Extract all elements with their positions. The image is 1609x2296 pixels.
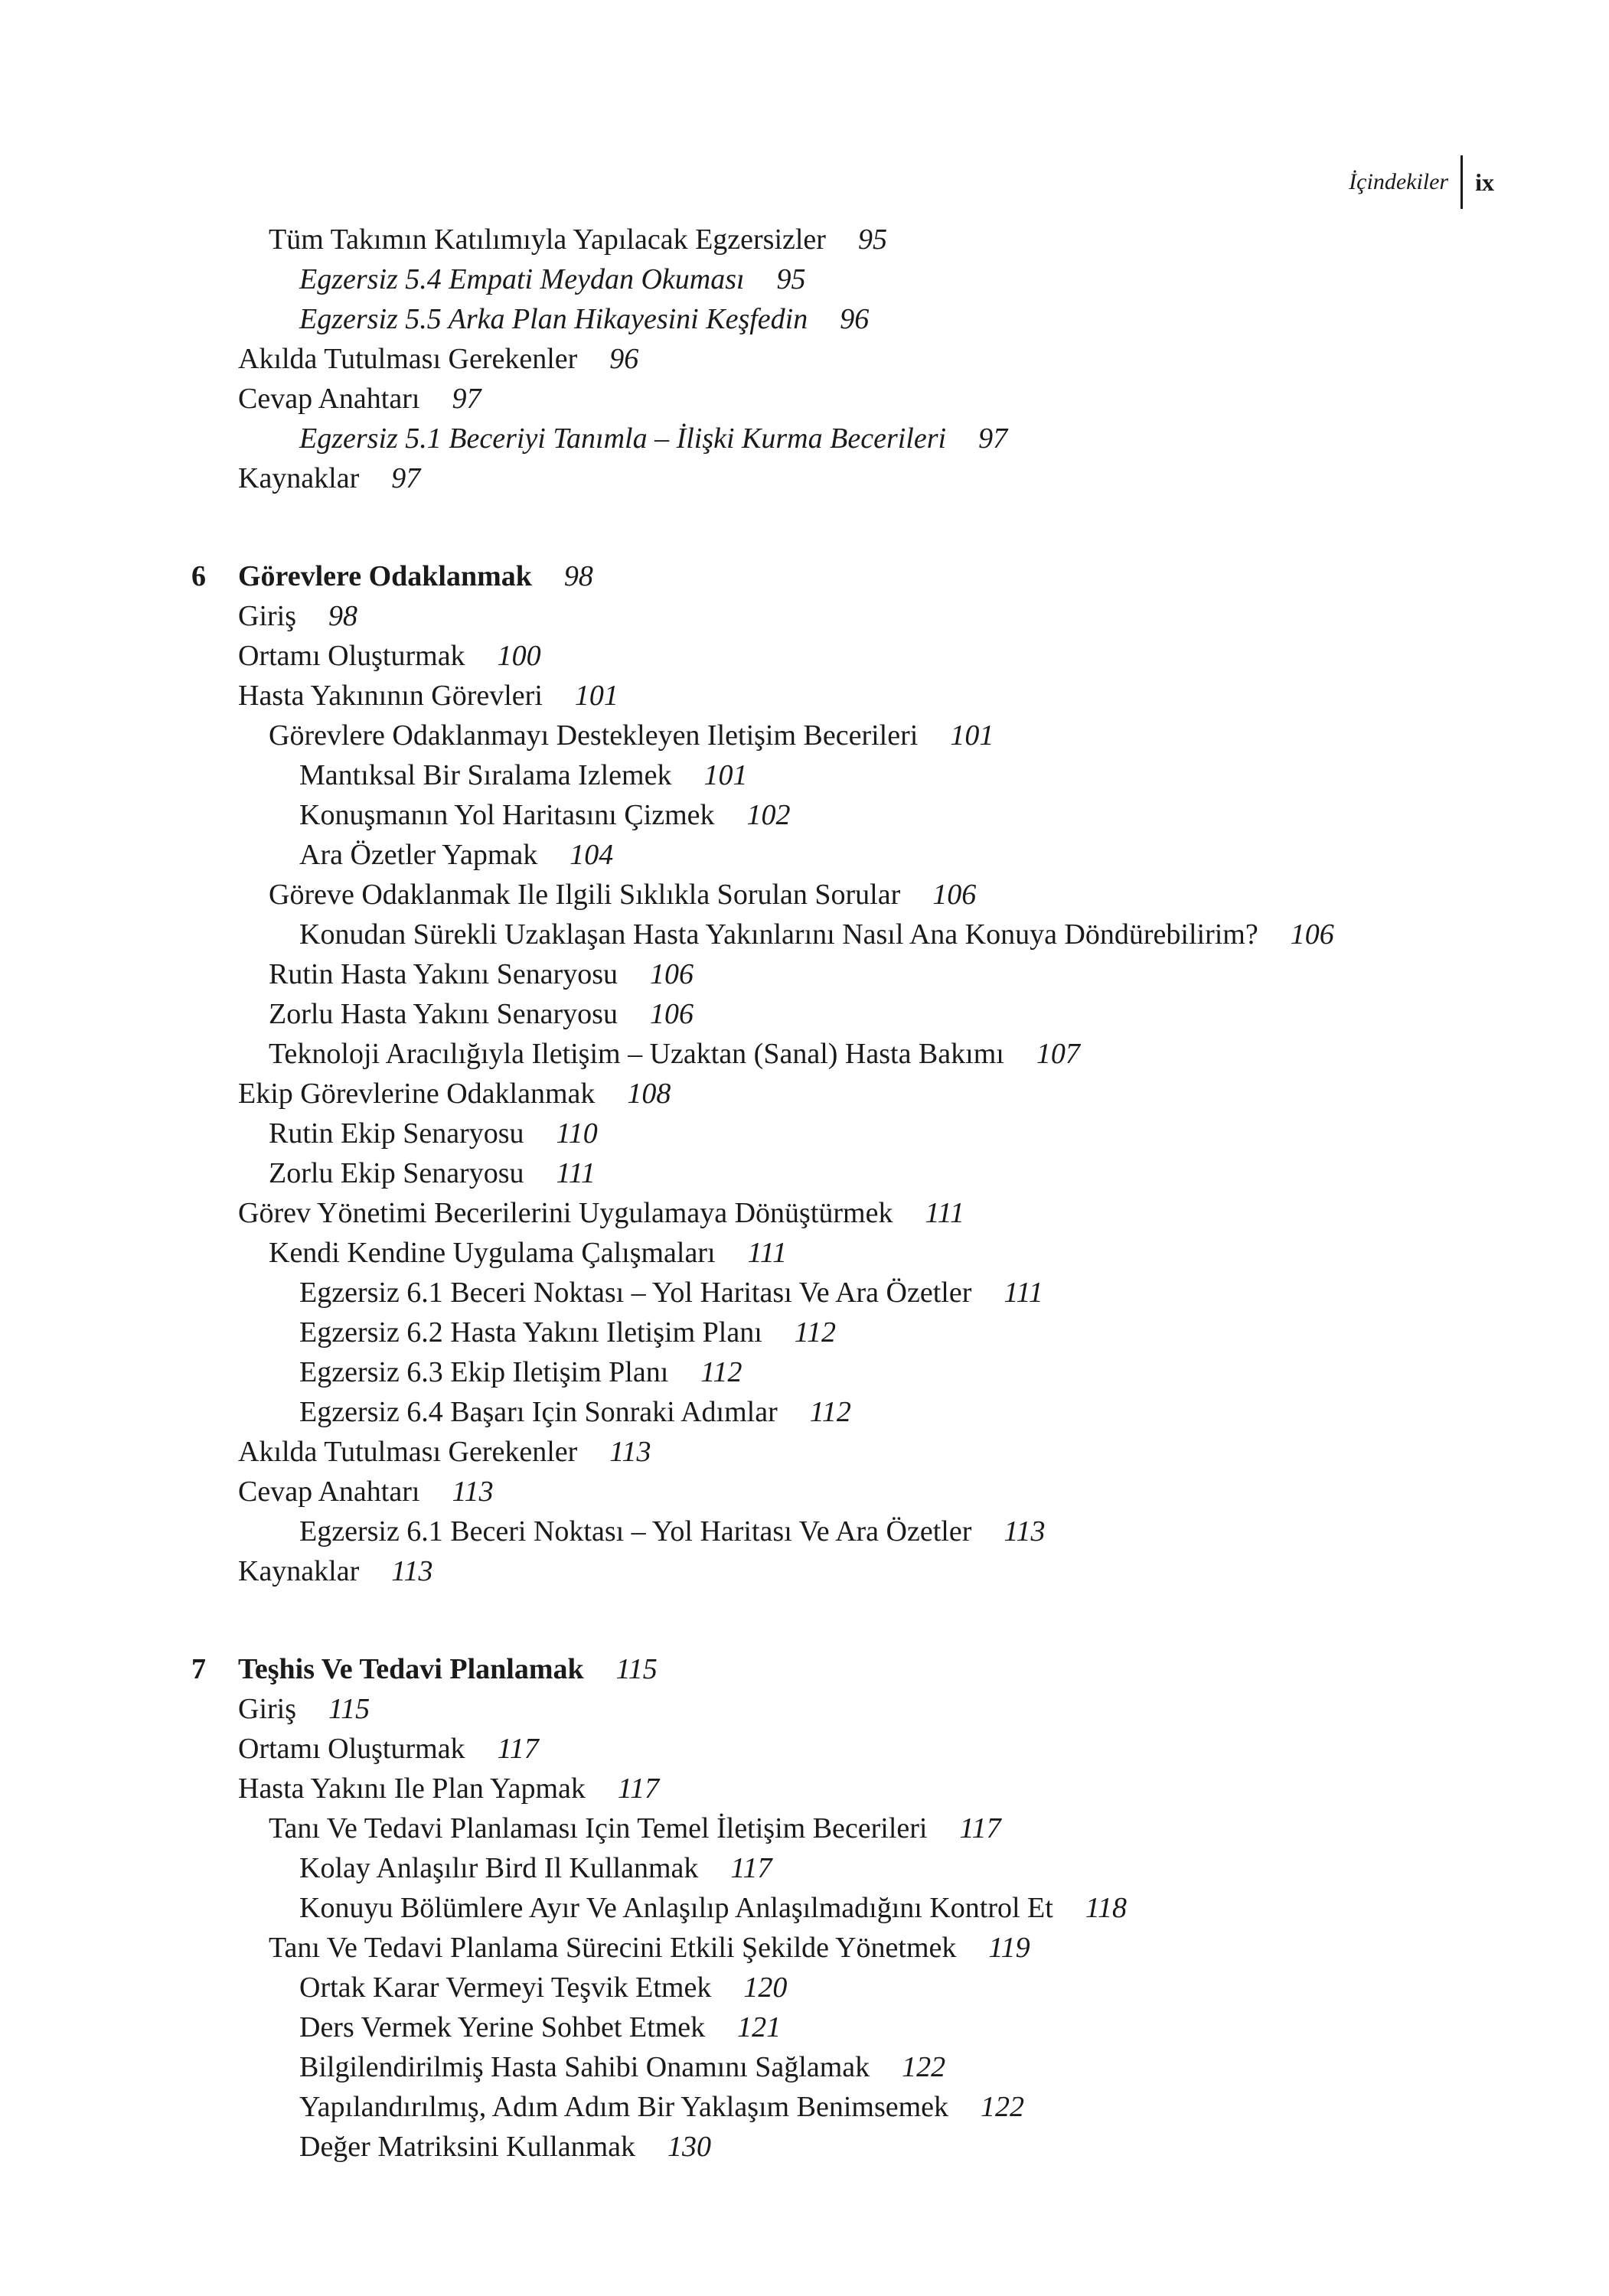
toc-entry-title: Kaynaklar — [238, 462, 360, 494]
toc-entry-title: Göreve Odaklanmak Ile Ilgili Sıklıkla Sorulan Sorular — [269, 879, 901, 911]
toc-entry-page: 97 — [978, 422, 1008, 455]
toc-entry-page: 101 — [574, 680, 618, 712]
toc-entry-title: Ekip Görevlerine Odaklanmak — [238, 1078, 596, 1110]
toc-entry-page: 113 — [452, 1476, 494, 1508]
toc-entry-page: 95 — [857, 223, 887, 256]
toc-entry-title: Kaynaklar — [238, 1555, 360, 1587]
running-head-section: İçindekiler — [1349, 169, 1449, 194]
toc-entry-title: Hasta Yakını Ile Plan Yapmak — [238, 1773, 586, 1805]
toc-entry-title: Hasta Yakınının Görevleri — [238, 680, 543, 712]
toc-entry-page: 122 — [981, 2091, 1025, 2123]
toc-entry-title: Zorlu Hasta Yakını Senaryosu — [269, 998, 618, 1030]
toc-entry-title: Kolay Anlaşılır Bird Il Kullanmak — [299, 1852, 699, 1884]
toc-entry-page: 112 — [700, 1356, 742, 1388]
toc-entry-title: Konuyu Bölümlere Ayır Ve Anlaşılıp Anlaşılmadığını Kontrol Et — [299, 1892, 1053, 1924]
toc-entry-title: Teşhis Ve Tedavi Planlamak — [238, 1653, 584, 1685]
toc-entry-page: 111 — [925, 1197, 964, 1229]
toc-entry-page: 115 — [328, 1693, 370, 1725]
toc-entry-title: Cevap Anahtarı — [238, 383, 420, 415]
toc-entry-title: Yapılandırılmış, Adım Adım Bir Yaklaşım Benimsemek — [299, 2091, 949, 2123]
toc-entry-page: 106 — [1290, 918, 1334, 951]
toc-entry-title: Cevap Anahtarı — [238, 1476, 420, 1508]
toc-entry-page: 117 — [497, 1733, 539, 1765]
toc-entry-page: 111 — [1004, 1277, 1043, 1309]
toc-entry-page: 97 — [452, 383, 481, 415]
toc-entry-title: Tüm Takımın Katılımıyla Yapılacak Egzersizler — [269, 223, 826, 256]
toc-entry-title: Görevlere Odaklanmak — [238, 560, 532, 592]
toc-entry-page: 95 — [776, 263, 806, 295]
toc-entry-page: 107 — [1036, 1038, 1080, 1070]
toc-entry-title: Ara Özetler Yapmak — [299, 839, 538, 871]
toc-entry-page: 96 — [609, 343, 639, 375]
toc-entry-page: 98 — [563, 560, 593, 592]
running-head — [1349, 155, 1494, 209]
toc-entry-title: Değer Matriksini Kullanmak — [299, 2131, 636, 2163]
toc-entry-title: Akılda Tutulması Gerekenler — [238, 1436, 578, 1468]
toc-entry-title: Teknoloji Aracılığıyla Iletişim – Uzaktan (Sanal) Hasta Bakımı — [269, 1038, 1004, 1070]
toc-entry-title: Konuşmanın Yol Haritasını Çizmek — [299, 799, 715, 831]
toc-entry-page: 111 — [747, 1237, 787, 1269]
toc-entry-title: Rutin Ekip Senaryosu — [269, 1117, 524, 1150]
toc-entry-title: Tanı Ve Tedavi Planlama Sürecini Etkili Şekilde Yönetmek — [269, 1932, 957, 1964]
toc-entry-page: 97 — [391, 462, 421, 494]
toc-entry-page: 101 — [703, 759, 748, 791]
toc-entry-page: 117 — [959, 1812, 1001, 1844]
toc-entry-title: Egzersiz 6.1 Beceri Noktası – Yol Haritası Ve Ara Özetler — [299, 1515, 972, 1548]
toc-entry-page: 111 — [556, 1157, 596, 1189]
toc-entry-page: 117 — [617, 1773, 660, 1805]
toc-entry-title: Konudan Sürekli Uzaklaşan Hasta Yakınlarını Nasıl Ana Konuya Döndürebilirim? — [299, 918, 1258, 951]
toc-entry-page: 108 — [627, 1078, 671, 1110]
toc-entry-page: 96 — [840, 303, 870, 335]
toc-entry-title: Egzersiz 6.1 Beceri Noktası – Yol Haritası Ve Ara Özetler — [299, 1277, 972, 1309]
toc-entry-page: 113 — [609, 1436, 651, 1468]
toc-entry-page: 104 — [570, 839, 614, 871]
page-number: ix — [1475, 168, 1494, 196]
toc-entry-title: Ortamı Oluşturmak — [238, 1733, 465, 1765]
toc-entry-page: 130 — [667, 2131, 712, 2163]
toc-entry-title: Ortamı Oluşturmak — [238, 640, 465, 672]
toc-entry-title: Tanı Ve Tedavi Planlaması Için Temel İletişim Becerileri — [269, 1812, 928, 1844]
toc-entry-title: Bilgilendirilmiş Hasta Sahibi Onamını Sağlamak — [299, 2051, 870, 2083]
toc-entry-page: 106 — [649, 998, 694, 1030]
toc-entry-page: 101 — [950, 719, 994, 752]
toc-entry-page: 110 — [556, 1117, 598, 1150]
toc-entry-title: Egzersiz 5.1 Beceriyi Tanımla – İlişki Kurma Becerileri — [299, 422, 947, 455]
toc-entry-title: Rutin Hasta Yakını Senaryosu — [269, 958, 618, 990]
toc-entry-page: 100 — [497, 640, 541, 672]
toc-entry-page: 112 — [809, 1396, 851, 1428]
toc-entry-page: 122 — [902, 2051, 946, 2083]
toc-entry-page: 117 — [730, 1852, 772, 1884]
toc-entry-title: Egzersiz 5.5 Arka Plan Hikayesini Keşfedin — [299, 303, 808, 335]
toc-entry-page: 121 — [737, 2011, 782, 2043]
toc-entry-title: Görevlere Odaklanmayı Destekleyen Iletişim Becerileri — [269, 719, 919, 752]
toc-entry-title: Giriş — [238, 1693, 296, 1725]
toc-entry-page: 120 — [743, 1971, 788, 2004]
toc-entry-page: 113 — [1004, 1515, 1046, 1548]
toc-entry-page: 115 — [615, 1653, 658, 1685]
toc-entry-title: Egzersiz 6.4 Başarı Için Sonraki Adımlar — [299, 1396, 778, 1428]
toc-entry-title: Egzersiz 6.2 Hasta Yakını Iletişim Planı — [299, 1316, 762, 1349]
toc-entry-title: Giriş — [238, 600, 296, 632]
toc-entry-title: Kendi Kendine Uygulama Çalışmaları — [269, 1237, 716, 1269]
toc-entry-title: Görev Yönetimi Becerilerini Uygulamaya Dönüştürmek — [238, 1197, 893, 1229]
toc-entry-page: 106 — [650, 958, 694, 990]
toc-entry-title: Mantıksal Bir Sıralama Izlemek — [299, 759, 672, 791]
toc-entry-page: 119 — [988, 1932, 1030, 1964]
toc-entry-title: Ortak Karar Vermeyi Teşvik Etmek — [299, 1971, 712, 2004]
chapter-number: 6 — [191, 560, 206, 592]
toc-entry-page: 113 — [391, 1555, 433, 1587]
toc-entry-page: 118 — [1085, 1892, 1127, 1924]
toc-entry-page: 102 — [746, 799, 791, 831]
toc-entry-page: 106 — [932, 879, 977, 911]
toc-entry-title: Egzersiz 5.4 Empati Meydan Okuması — [299, 263, 745, 295]
toc-entry-title: Egzersiz 6.3 Ekip Iletişim Planı — [299, 1356, 669, 1388]
toc-entry-title: Ders Vermek Yerine Sohbet Etmek — [299, 2011, 706, 2043]
toc-entry-page: 112 — [794, 1316, 836, 1349]
toc-entry-title: Akılda Tutulması Gerekenler — [238, 343, 578, 375]
chapter-number: 7 — [191, 1653, 206, 1685]
toc-entry-title: Zorlu Ekip Senaryosu — [269, 1157, 524, 1189]
toc-entry-page: 98 — [328, 600, 357, 632]
